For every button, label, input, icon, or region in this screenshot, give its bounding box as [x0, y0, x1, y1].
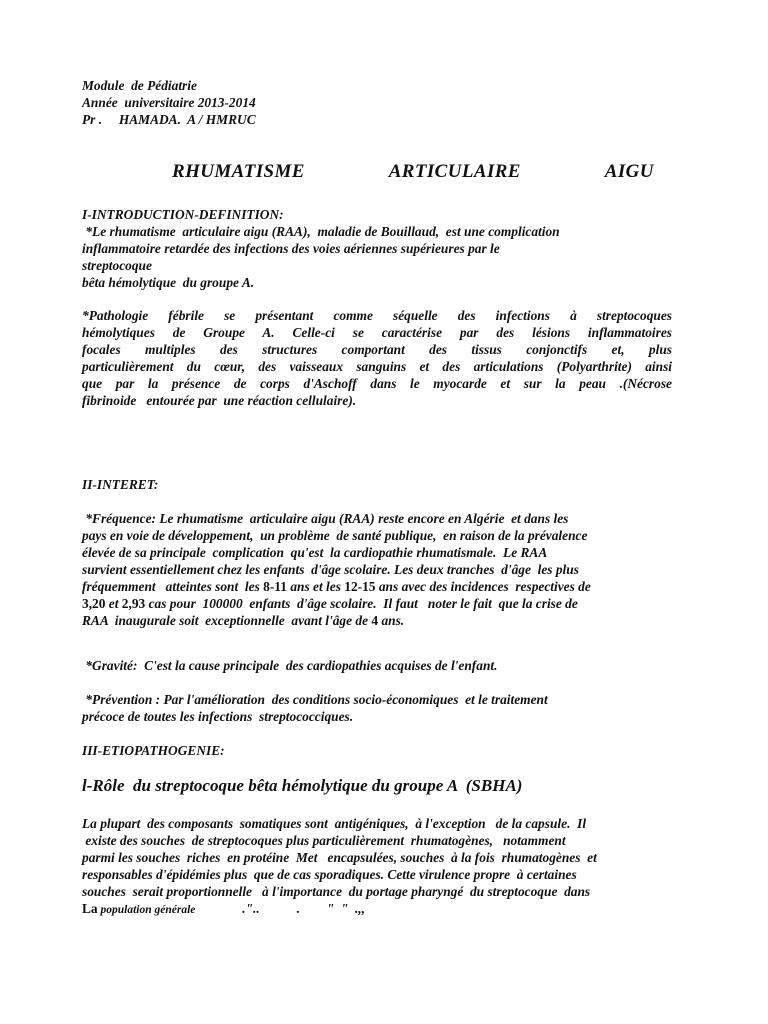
- frequency-line: [82, 595, 578, 612]
- intro-line: streptocoque: [82, 258, 152, 273]
- text-segment: ans.: [378, 613, 405, 628]
- incidence-value: 2,93: [121, 596, 146, 611]
- header-year: Année universitaire 2013-2014: [82, 95, 256, 110]
- prevention-line: précoce de toutes les infections streptococciques.: [82, 709, 354, 724]
- text-segment: et: [105, 596, 122, 611]
- frequency-line: [82, 578, 591, 595]
- text-segment: RAA inaugurale soit exceptionnelle avant l'âge de: [82, 613, 372, 628]
- pathology-line: *Pathologie fébrile se présentant comme séquelle des infections à streptocoques: [82, 308, 672, 323]
- document-title: RHUMATISME ARTICULAIRE AIGU: [172, 161, 654, 182]
- pathology-line: fibrinoide entourée par une réaction cellulaire).: [82, 393, 357, 408]
- etiology-line: [82, 900, 365, 919]
- age-range-value: 8-11: [263, 579, 287, 594]
- section-heading-etiopathogenie: III-ETIOPATHOGENIE:: [82, 743, 225, 758]
- pathology-line: que par la présence de corps d'Aschoff dans le myocarde et sur la peau .(Nécrose: [82, 376, 672, 391]
- header-author: Pr . HAMADA. A / HMRUC: [82, 112, 256, 127]
- text-segment: ans avec des incidences respectives de: [375, 579, 591, 594]
- etiology-line: existe des souches de streptocoques plus particulièrement rhumatogènes, notamment: [82, 833, 566, 848]
- text-segment: cas pour 100000 enfants d'âge scolaire. Il faut noter le fait que la crise de: [145, 596, 578, 611]
- frequency-line: élevée de sa principale complication qu'est la cardiopathie rhumatismale. Le RAA: [82, 545, 548, 560]
- text-segment: La: [82, 901, 98, 916]
- intro-line: inflammatoire retardée des infections des voies aériennes supérieures par le: [82, 241, 500, 256]
- text-segment: fréquemment atteintes sont les: [82, 579, 264, 594]
- frequency-line: survient essentiellement chez les enfants d'âge scolaire. Les deux tranches d'âge les plus: [82, 562, 579, 577]
- section-heading-interet: II-INTERET:: [82, 477, 159, 492]
- text-segment: .".. . " " .,,: [195, 901, 366, 916]
- text-segment: ans et les: [286, 579, 345, 594]
- section-heading-introduction: I-INTRODUCTION-DEFINITION:: [82, 207, 284, 222]
- header-module: Module de Pédiatrie: [82, 78, 197, 93]
- pathology-line: focales multiples des structures comportant des tissus conjonctifs et, plus: [82, 342, 672, 357]
- intro-line: *Le rhumatisme articulaire aigu (RAA), maladie de Bouillaud, est une complication: [82, 224, 560, 239]
- etiology-line: parmi les souches riches en protéine Met encapsulées, souches à la fois rhumatogènes et: [82, 850, 597, 865]
- pathology-line: hémolytiques de Groupe A. Celle-ci se caractérise par des lésions inflammatoires: [82, 325, 672, 340]
- prevention-line: *Prévention : Par l'amélioration des conditions socio-économiques et le traitement: [82, 692, 548, 707]
- age-value: 4: [371, 613, 379, 628]
- etiology-line: souches serait proportionnelle à l'importance du portage pharyngé du streptocoque dans: [82, 884, 591, 899]
- text-segment: population générale: [97, 904, 196, 916]
- etiology-line: La plupart des composants somatiques sont antigéniques, à l'exception de la capsule. Il: [82, 816, 587, 831]
- pathology-line: particulièrement du cœur, des vaisseaux sanguins et des articulations (Polyarthrite) ainsi: [82, 359, 672, 374]
- gravity-line: *Gravité: C'est la cause principale des cardiopathies acquises de l'enfant.: [82, 658, 498, 673]
- frequency-line: *Fréquence: Le rhumatisme articulaire aigu (RAA) reste encore en Algérie et dans les: [82, 511, 569, 526]
- subsection-heading-sbha: l-Rôle du streptocoque bêta hémolytique du groupe A (SBHA): [82, 776, 523, 795]
- frequency-line: [82, 612, 404, 629]
- age-range-value: 12-15: [344, 579, 376, 594]
- frequency-line: pays en voie de développement, un problème de santé publique, en raison de la prévalence: [82, 528, 588, 543]
- incidence-value: 3,20: [82, 596, 106, 611]
- intro-line: bêta hémolytique du groupe A.: [82, 275, 255, 290]
- etiology-line: responsables d'épidémies plus que de cas sporadiques. Cette virulence propre à certaines: [82, 867, 577, 882]
